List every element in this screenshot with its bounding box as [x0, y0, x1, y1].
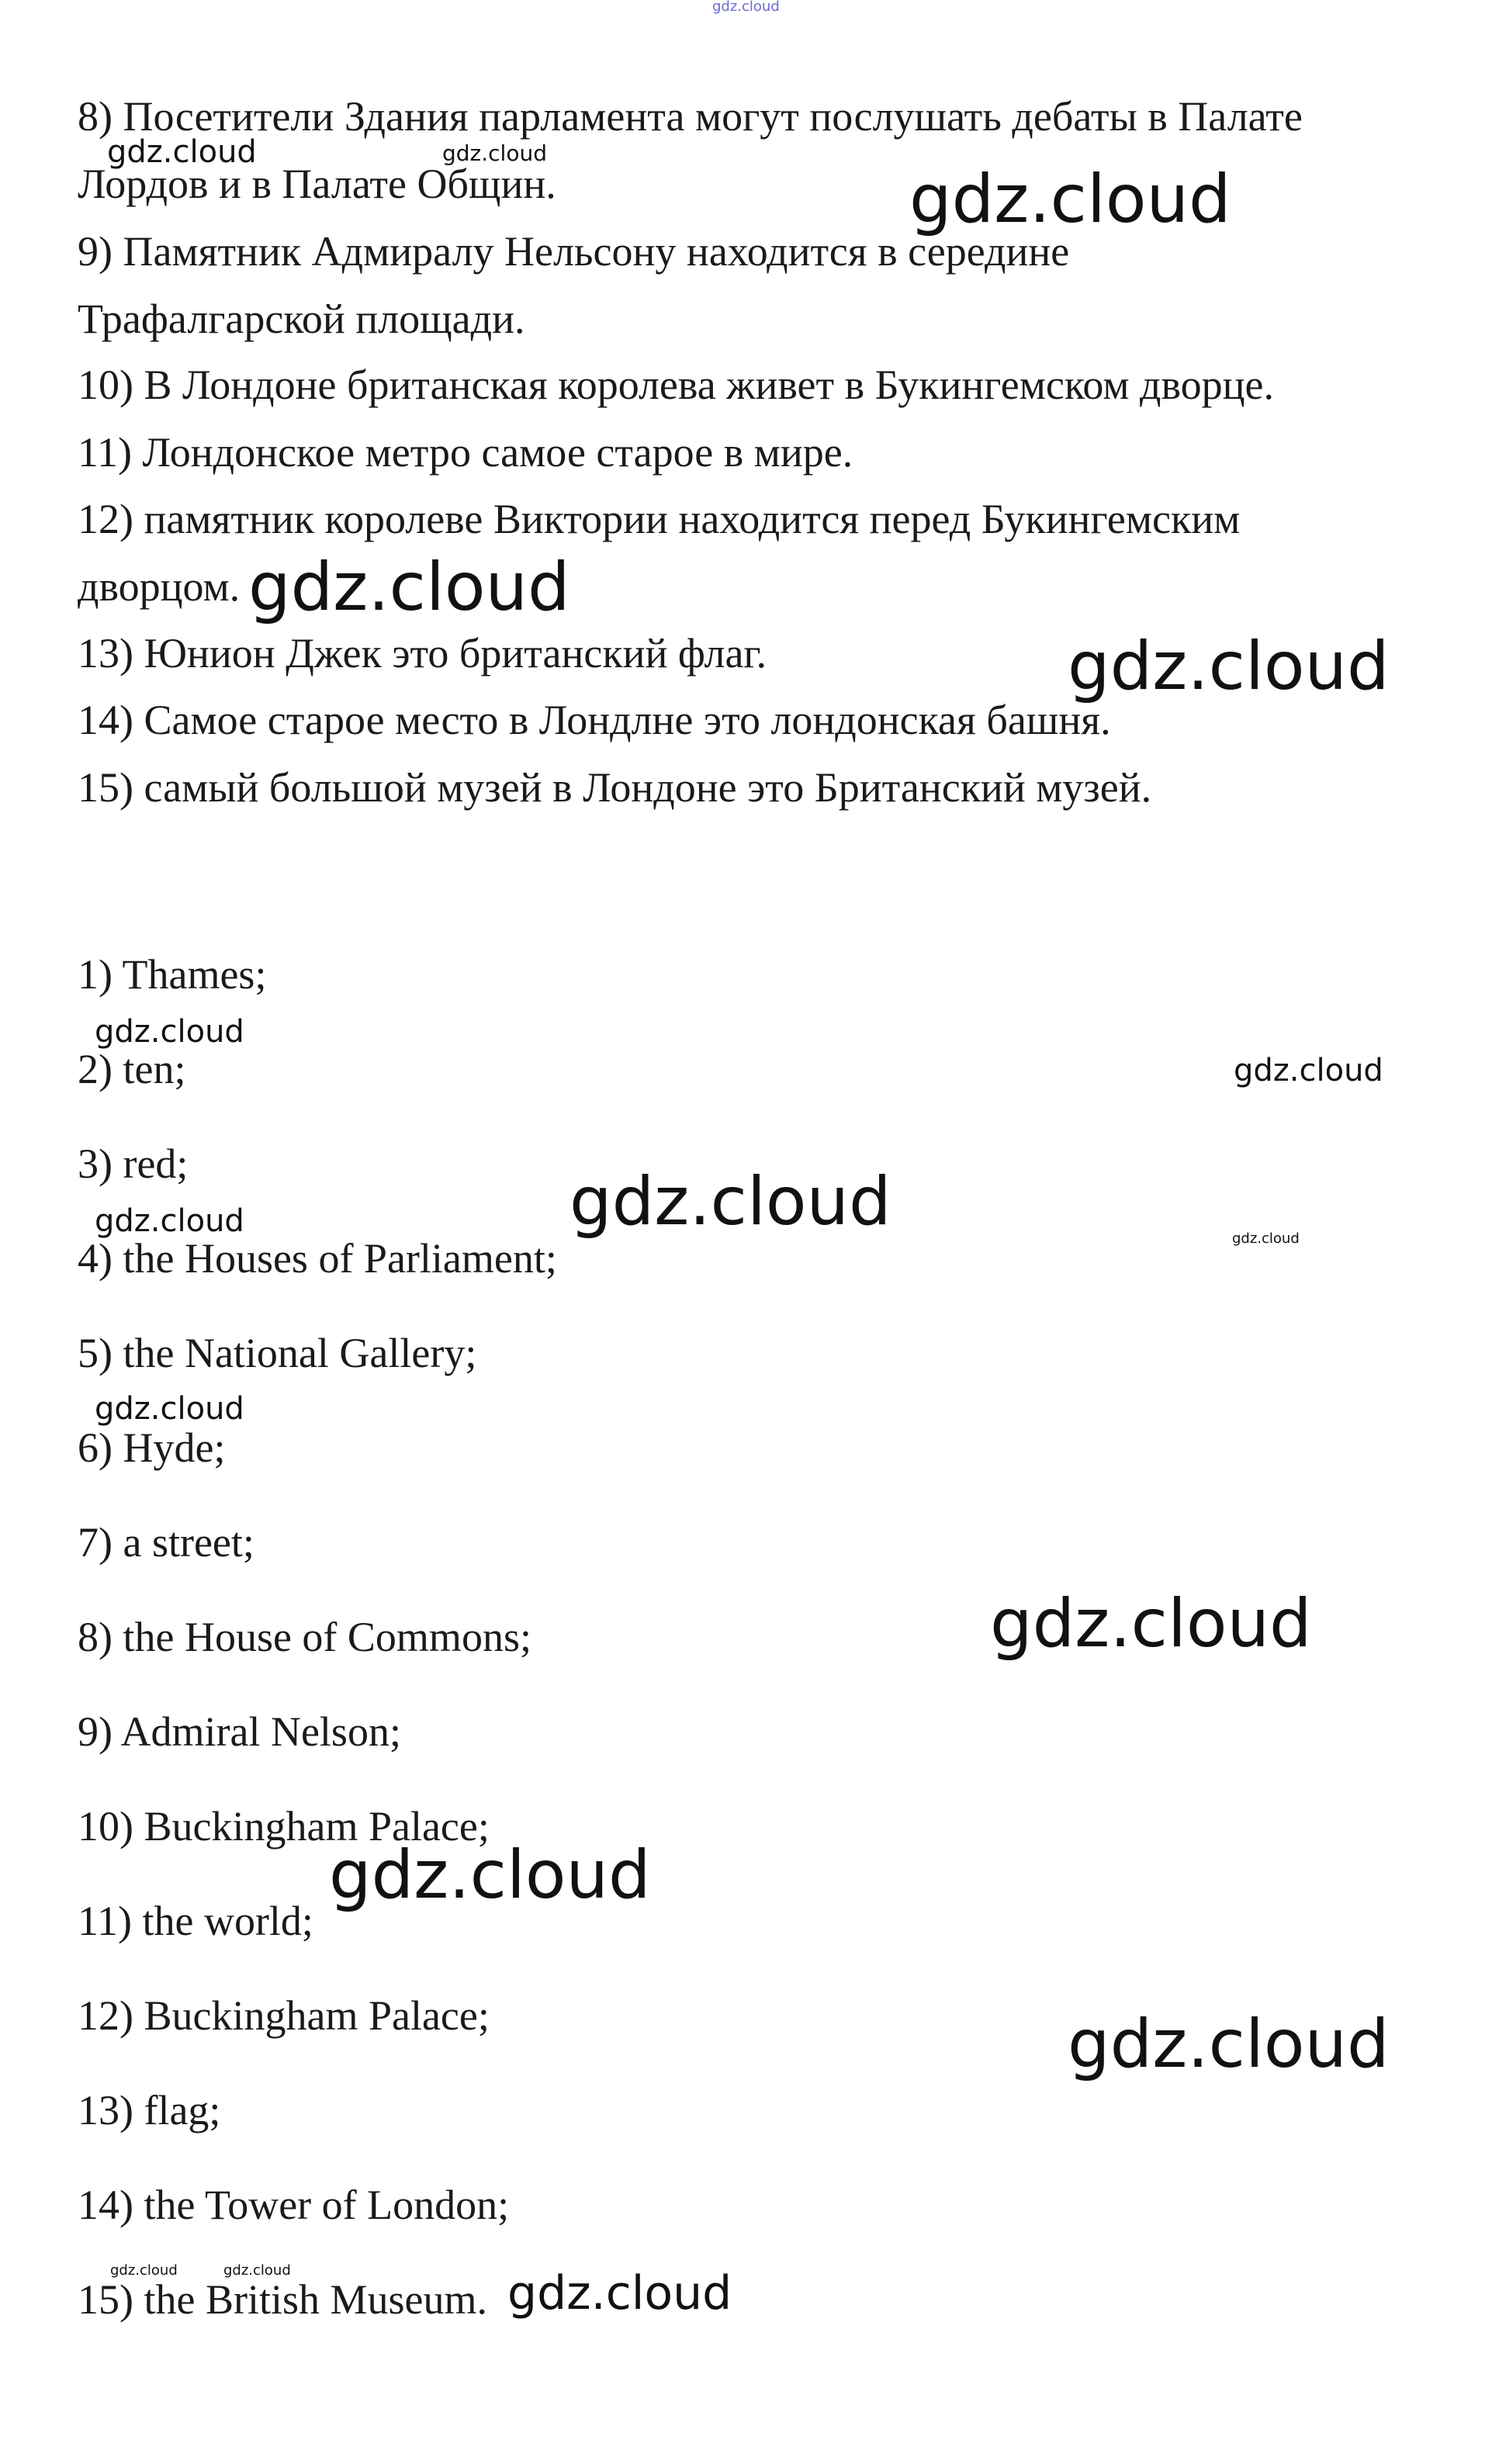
russian-line: 11) Лондонское метро самое старое в мире. [78, 429, 853, 476]
russian-line: Трафалгарской площади. [78, 296, 525, 342]
watermark: gdz.cloud [329, 1836, 651, 1914]
answer-line: 5) the National Gallery; [78, 1330, 477, 1376]
russian-line: 13) Юнион Джек это британский флаг. [78, 630, 767, 677]
answer-line: 8) the House of Commons; [78, 1614, 531, 1660]
watermark: gdz.cloud [223, 2262, 291, 2279]
watermark: gdz.cloud [712, 0, 780, 15]
russian-line: дворцом. [78, 563, 241, 610]
watermark: gdz.cloud [110, 2262, 178, 2279]
watermark: gdz.cloud [248, 549, 570, 626]
answer-line: 1) Thames; [78, 951, 267, 998]
answer-line: 3) red; [78, 1140, 189, 1187]
answer-line: 15) the British Museum. [78, 2276, 487, 2323]
watermark: gdz.cloud [107, 134, 257, 170]
russian-line: 14) Самое старое место в Лондлне это лондонская башня. [78, 697, 1111, 743]
watermark: gdz.cloud [569, 1163, 891, 1241]
russian-line: 8) Посетители Здания парламента могут послушать дебаты в Палате [78, 93, 1303, 140]
watermark: gdz.cloud [95, 1014, 244, 1050]
answer-line: 9) Admiral Nelson; [78, 1708, 401, 1755]
watermark: gdz.cloud [1234, 1053, 1383, 1088]
answer-line: 13) flag; [78, 2087, 221, 2134]
watermark: gdz.cloud [95, 1203, 244, 1239]
answer-line: 14) the Tower of London; [78, 2182, 510, 2228]
answer-line: 6) Hyde; [78, 1424, 226, 1471]
russian-line: 15) самый большой музей в Лондоне это Британский музей. [78, 764, 1152, 811]
watermark: gdz.cloud [1232, 1230, 1300, 1247]
russian-line: 9) Памятник Адмиралу Нельсону находится в середине [78, 228, 1070, 275]
answer-line: 4) the Houses of Parliament; [78, 1235, 557, 1282]
watermark: gdz.cloud [1068, 2005, 1390, 2083]
answer-line: 11) the world; [78, 1898, 313, 1944]
russian-line: 10) В Лондоне британская королева живет в Букингемском дворце. [78, 362, 1274, 408]
russian-line: 12) памятник королеве Виктории находится перед Букингемским [78, 496, 1241, 542]
answer-line: 7) a street; [78, 1519, 254, 1566]
answer-line: 2) ten; [78, 1046, 186, 1092]
answer-line: 10) Buckingham Palace; [78, 1803, 490, 1850]
russian-line: Лордов и в Палате Общин. [78, 161, 556, 207]
watermark: gdz.cloud [95, 1391, 244, 1427]
answer-line: 12) Buckingham Palace; [78, 1992, 490, 2039]
watermark: gdz.cloud [1068, 628, 1390, 705]
watermark: gdz.cloud [909, 161, 1231, 238]
watermark: gdz.cloud [507, 2266, 732, 2320]
watermark: gdz.cloud [990, 1585, 1312, 1663]
watermark: gdz.cloud [442, 140, 547, 166]
